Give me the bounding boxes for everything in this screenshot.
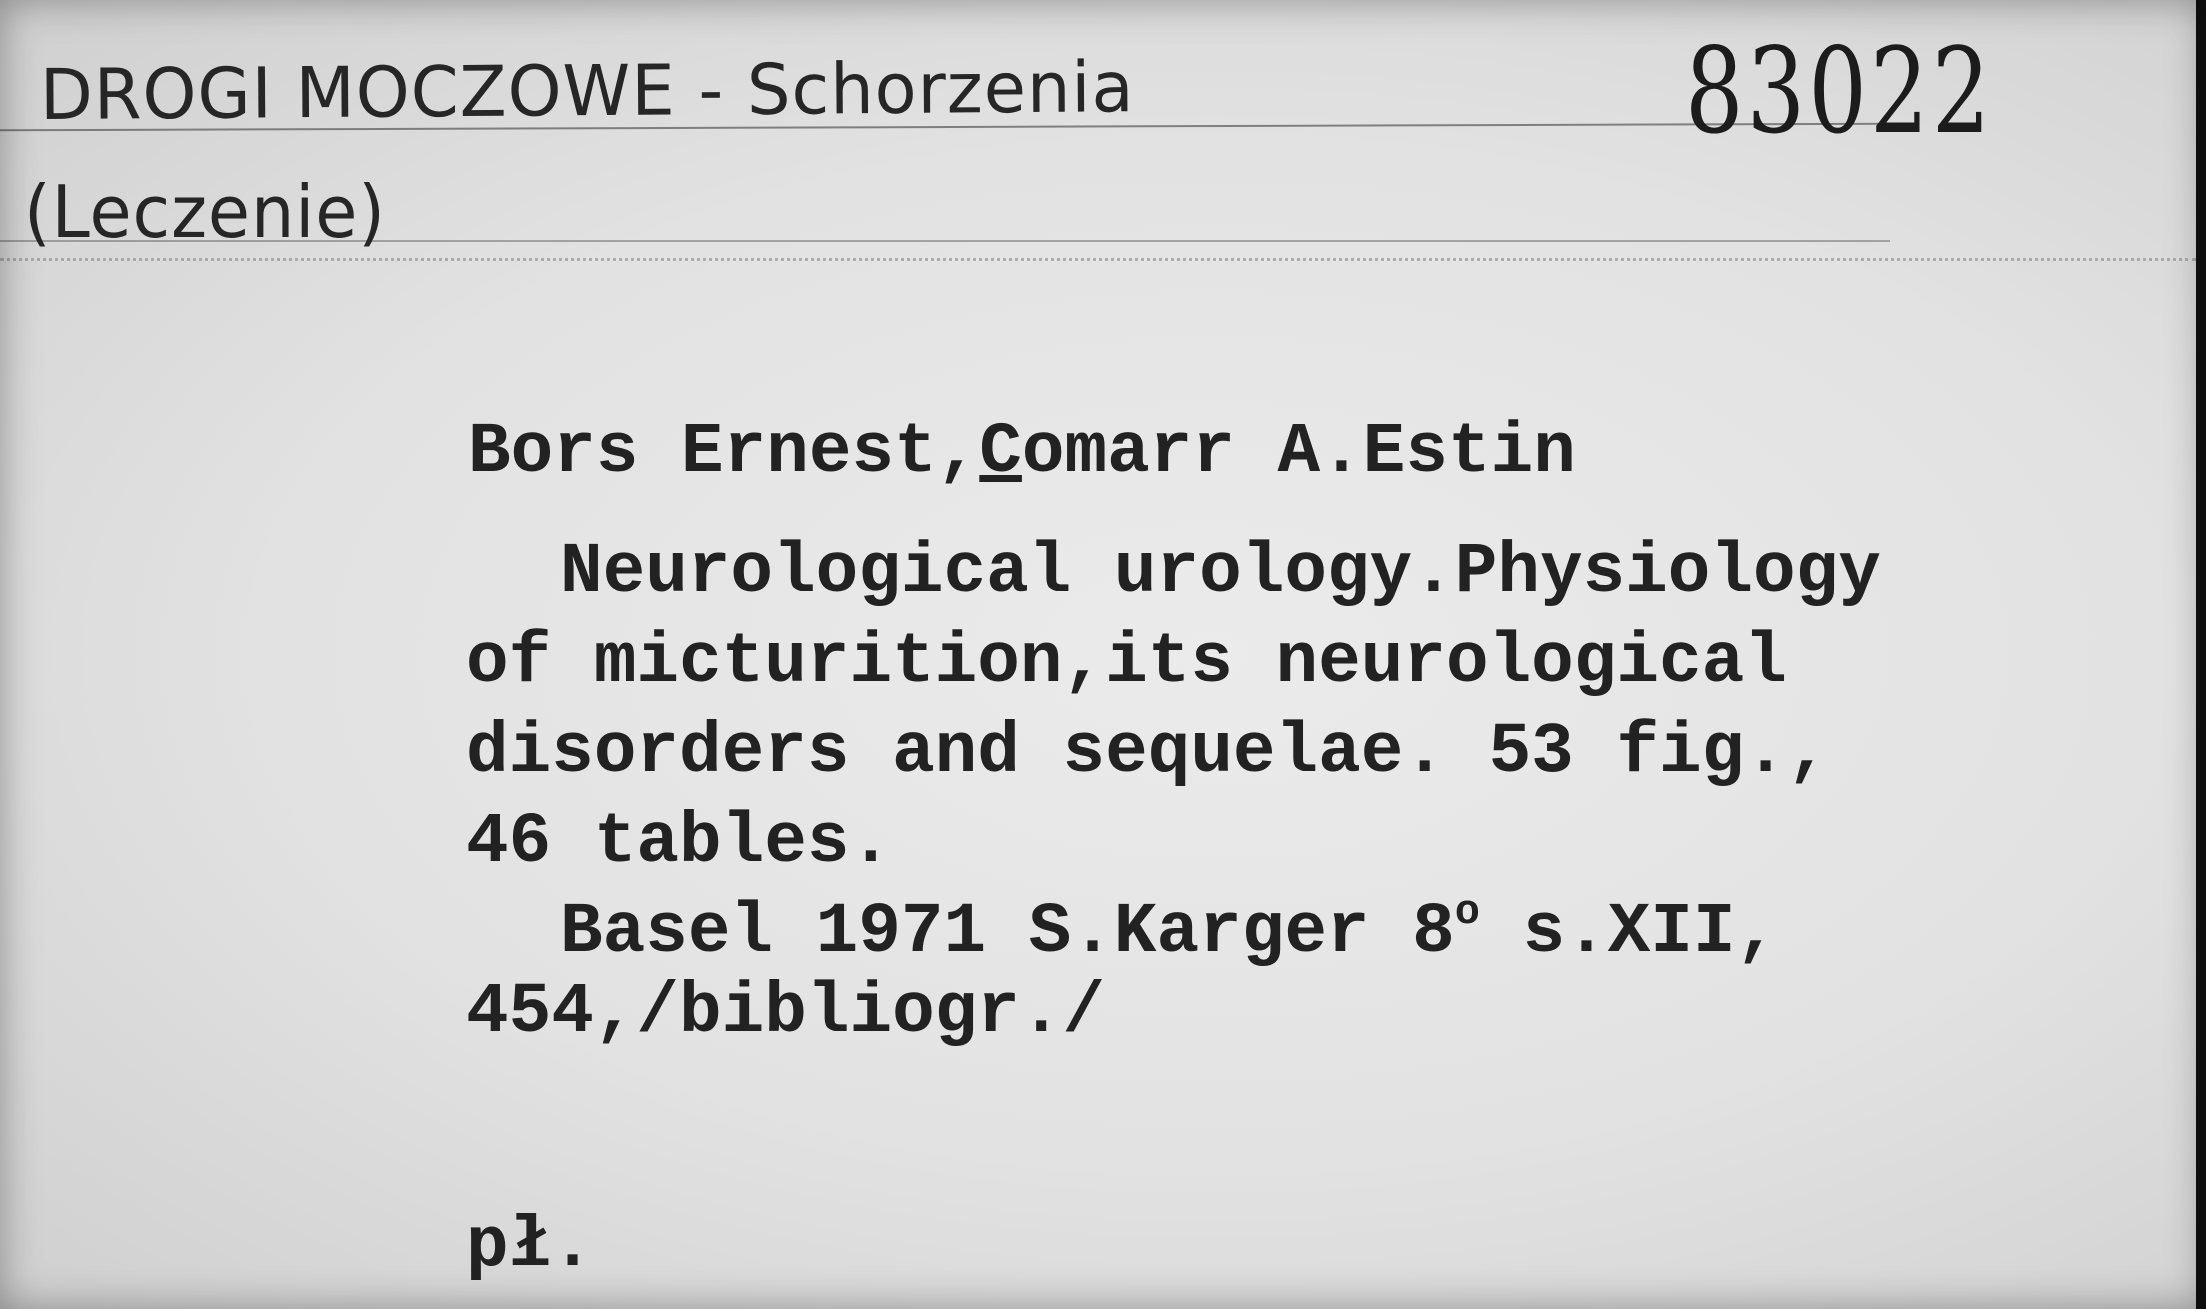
authors-underlined-initial: C <box>979 413 1022 493</box>
authors-line <box>468 413 1576 493</box>
title-line-1: Neurological urology.Physiology <box>560 533 1881 613</box>
imprint-line-2: 454,/bibliogr./ <box>466 973 1106 1053</box>
call-number: 83022 <box>1685 22 1994 160</box>
imprint-pagination: s.XII, <box>1479 893 1779 973</box>
authors-part-2: omarr A.Estin <box>1021 413 1576 493</box>
title-line-4: 46 tables. <box>466 803 893 883</box>
subject-heading: DROGI MOCZOWE - Schorzenia <box>39 46 1135 136</box>
subject-subheading: (Leczenie) <box>24 170 386 254</box>
cataloger-initials: pł. <box>466 1207 594 1287</box>
title-line-2: of micturition,its neurological <box>466 623 1787 703</box>
authors-part-1: Bors Ernest, <box>468 413 980 493</box>
dotted-rule <box>0 258 2196 261</box>
format-degree: o <box>1454 888 1480 936</box>
card-edge <box>2196 0 2206 1309</box>
imprint-place-year-publisher: Basel 1971 S.Karger 8 <box>560 893 1455 973</box>
imprint-line-1 <box>560 888 1779 973</box>
title-line-3: disorders and sequelae. 53 fig., <box>466 713 1830 793</box>
